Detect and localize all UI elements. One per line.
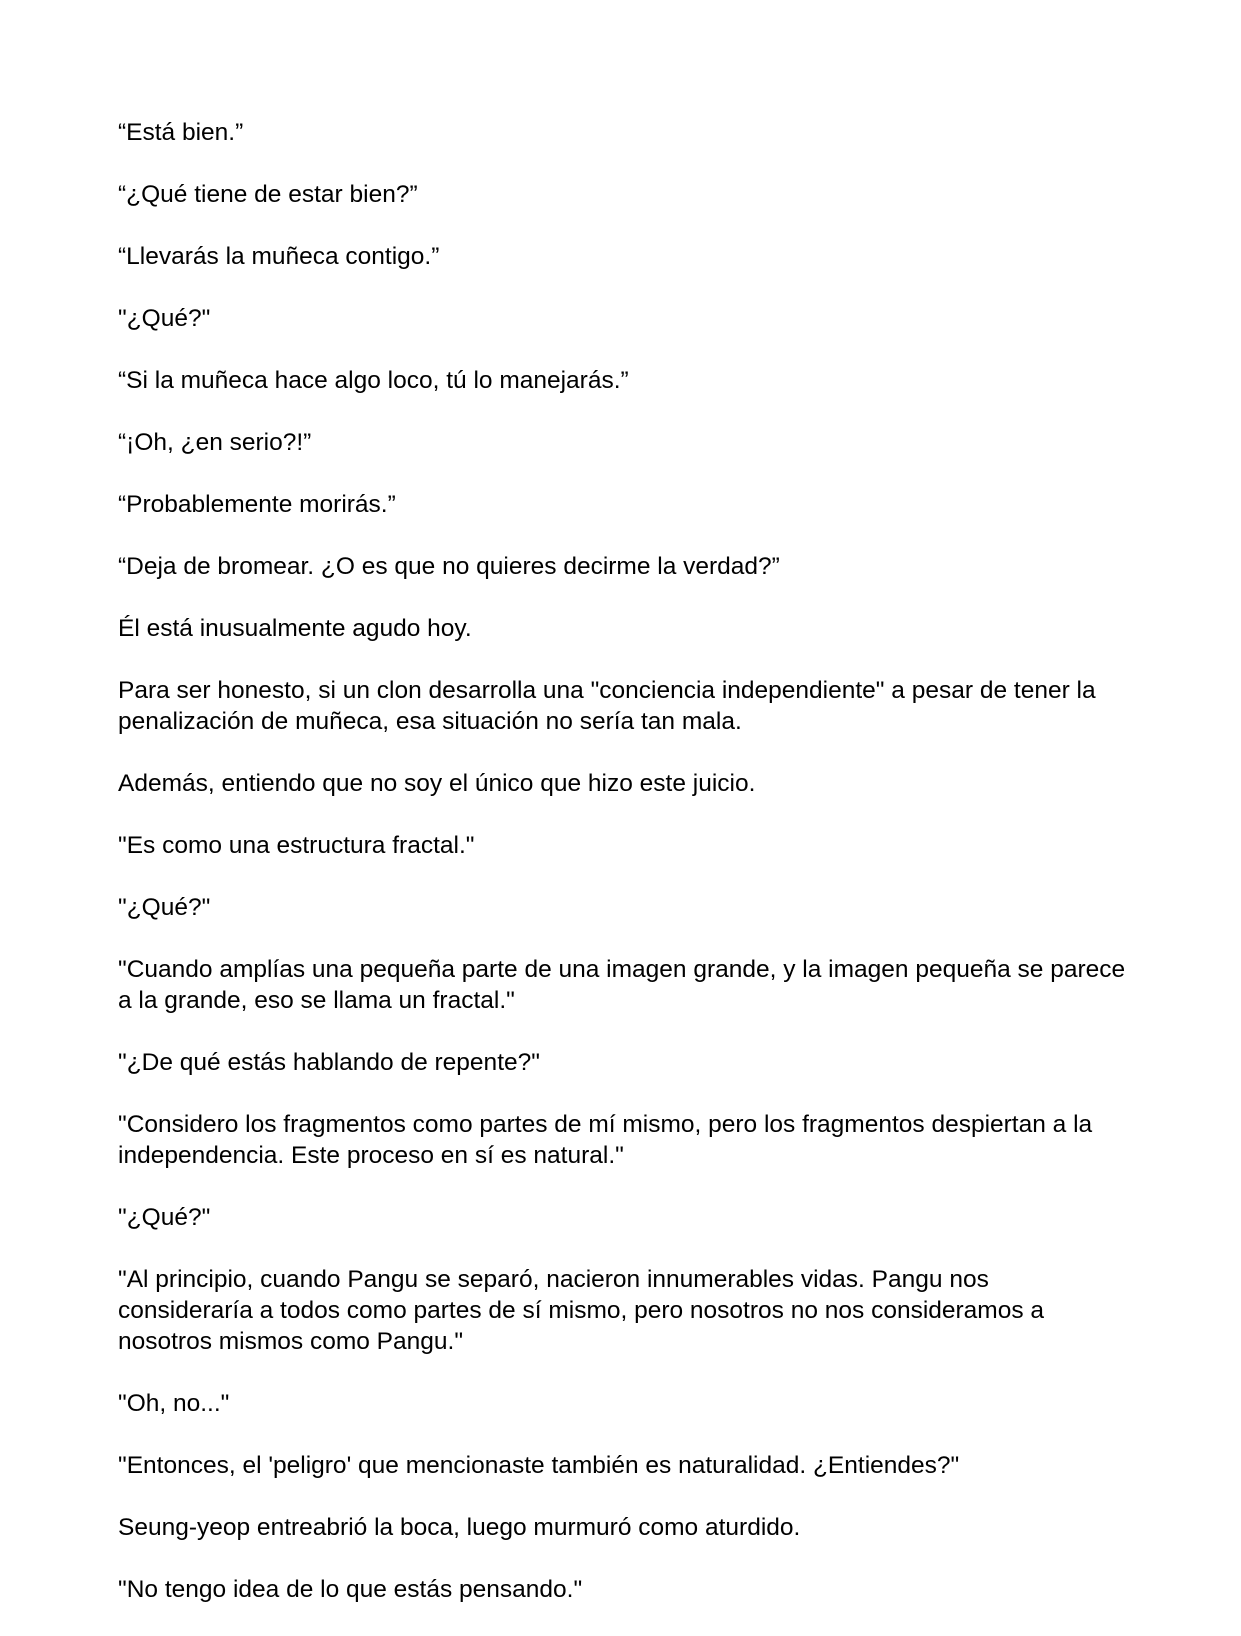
paragraph: "Considero los fragmentos como partes de mí mismo, pero los fragmentos despiertan a la independencia. Este proceso en sí es natural." (118, 1111, 1093, 1169)
paragraph: "Entonces, el 'peligro' que mencionaste también es naturalidad. ¿Entiendes?" (118, 1452, 960, 1479)
paragraph: “¡Oh, ¿en serio?!” (118, 429, 312, 456)
paragraph: "¿Qué?" (118, 894, 211, 921)
paragraph: "Oh, no..." (118, 1390, 230, 1417)
paragraph: “Está bien.” (118, 119, 244, 146)
paragraph: “Si la muñeca hace algo loco, tú lo manejarás.” (118, 367, 629, 394)
paragraph: "Es como una estructura fractal." (118, 832, 475, 859)
paragraph: "¿Qué?" (118, 1204, 211, 1231)
paragraph: "¿De qué estás hablando de repente?" (118, 1049, 540, 1076)
paragraph: “Deja de bromear. ¿O es que no quieres decirme la verdad?” (118, 553, 780, 580)
paragraph: Él está inusualmente agudo hoy. (118, 615, 472, 642)
paragraph: “Probablemente morirás.” (118, 491, 396, 518)
paragraph: “¿Qué tiene de estar bien?” (118, 181, 418, 208)
paragraph: Para ser honesto, si un clon desarrolla una "conciencia independiente" a pesar de tener la penalización de muñeca, esa situación no sería tan mala. (118, 677, 1096, 735)
document-body (118, 117, 1128, 1636)
paragraph: Seung-yeop entreabrió la boca, luego murmuró como aturdido. (118, 1514, 801, 1541)
paragraph: "No tengo idea de lo que estás pensando." (118, 1576, 583, 1603)
paragraph: “Llevarás la muñeca contigo.” (118, 243, 440, 270)
paragraph: "Al principio, cuando Pangu se separó, nacieron innumerables vidas. Pangu nos consideraría a todos como partes de sí mismo, pero nosotros no nos consideramos a nosotros mismos como Pangu." (118, 1266, 1045, 1355)
paragraph: "¿Qué?" (118, 305, 211, 332)
paragraph: "Cuando amplías una pequeña parte de una imagen grande, y la imagen pequeña se parece a la grande, eso se llama un fractal." (118, 956, 1126, 1014)
paragraph: Además, entiendo que no soy el único que hizo este juicio. (118, 770, 756, 797)
